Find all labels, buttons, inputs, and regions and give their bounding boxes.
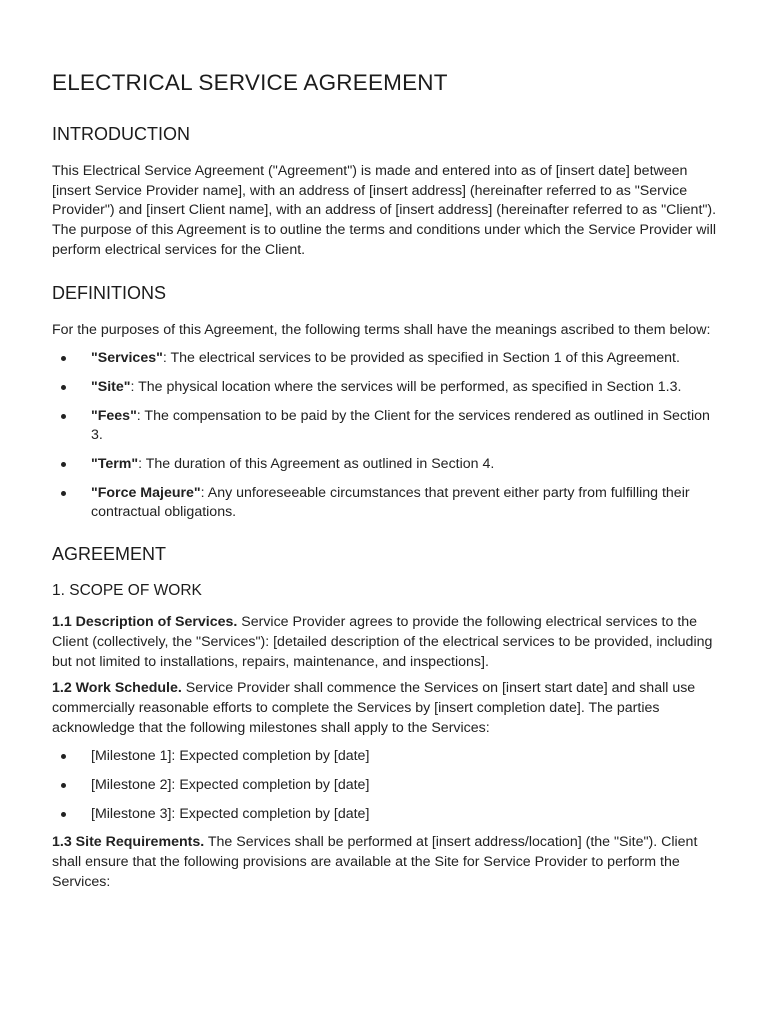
definition-term: "Fees" — [91, 407, 137, 424]
milestones-list — [52, 747, 718, 824]
bullet-icon — [61, 414, 66, 419]
definitions-heading: DEFINITIONS — [52, 282, 167, 303]
definition-text: : The electrical services to be provided as specified in Section 1 of this Agreement. — [162, 350, 680, 367]
bullet-icon — [61, 812, 66, 817]
definition-term: "Services" — [91, 350, 163, 367]
list-item — [52, 776, 718, 796]
definitions-intro: For the purposes of this Agreement, the following terms shall have the meanings ascribed to them below: — [52, 321, 711, 338]
definition-text: : Any unforeseeable circumstances that prevent either party from fulfilling their contractual obligations. — [91, 484, 690, 521]
definition-text: : The compensation to be paid by the Client for the services rendered as outlined in Section 3. — [91, 407, 710, 444]
milestone-text: [Milestone 1]: Expected completion by [date] — [91, 748, 370, 765]
bullet-icon — [61, 491, 66, 496]
clause-text: The Services shall be performed at [insert address/location] (the "Site"). Client shall ensure that the following provisions are available at the Site for Service Provider to perform the Services: — [52, 834, 698, 890]
list-item — [52, 407, 718, 446]
introduction-heading: INTRODUCTION — [52, 124, 190, 144]
bullet-icon — [61, 754, 66, 759]
list-item — [52, 378, 718, 398]
clause-1-1 — [52, 613, 718, 672]
agreement-heading: AGREEMENT — [52, 544, 167, 565]
clause-text: Service Provider shall commence the Services on [insert start date] and shall use commercially reasonable efforts to complete the Services by [insert completion date]. The parties acknowledge that the following milestones shall apply to the Services: — [52, 680, 696, 736]
document-title: ELECTRICAL SERVICE AGREEMENT — [52, 70, 448, 95]
clause-label: 1.1 Description of Services. — [52, 614, 238, 631]
bullet-icon — [61, 462, 66, 467]
clause-1-2 — [52, 679, 718, 738]
bullet-icon — [61, 783, 66, 788]
definition-term: "Force Majeure" — [91, 484, 201, 501]
definition-text: : The physical location where the services will be performed, as specified in Section 1.3. — [130, 378, 682, 395]
definition-text: : The duration of this Agreement as outlined in Section 4. — [138, 456, 495, 473]
list-item — [52, 805, 718, 825]
clause-label: 1.2 Work Schedule. — [52, 680, 182, 697]
milestone-text: [Milestone 3]: Expected completion by [date] — [91, 805, 370, 822]
list-item — [52, 455, 718, 475]
introduction-paragraph: This Electrical Service Agreement ("Agreement") is made and entered into as of [insert date] between [insert Service Provider name], with an address of [insert address] (hereinafter referred to as "Service Provider") and [insert Client name], with an address of [insert address] (hereinafter referred to as "Client"). The purpose of this Agreement is to outline the terms and conditions under which the Service Provider will perform electrical services for the Client. — [52, 163, 717, 258]
list-item — [52, 349, 718, 369]
clause-1-3 — [52, 833, 718, 892]
list-item — [52, 484, 718, 523]
definition-term: "Site" — [91, 378, 131, 395]
milestone-text: [Milestone 2]: Expected completion by [date] — [91, 777, 370, 794]
definitions-list — [52, 349, 718, 523]
bullet-icon — [61, 356, 66, 361]
clause-text: Service Provider agrees to provide the following electrical services to the Client (collectively, the "Services"): [detailed description of the electrical services to be provided, including but not limited to installations, repairs, maintenance, and inspections]. — [52, 614, 713, 670]
clause-label: 1.3 Site Requirements. — [52, 834, 205, 851]
scope-of-work-heading: 1. SCOPE OF WORK — [52, 582, 202, 600]
definition-term: "Term" — [91, 456, 139, 473]
list-item — [52, 747, 718, 767]
bullet-icon — [61, 385, 66, 390]
